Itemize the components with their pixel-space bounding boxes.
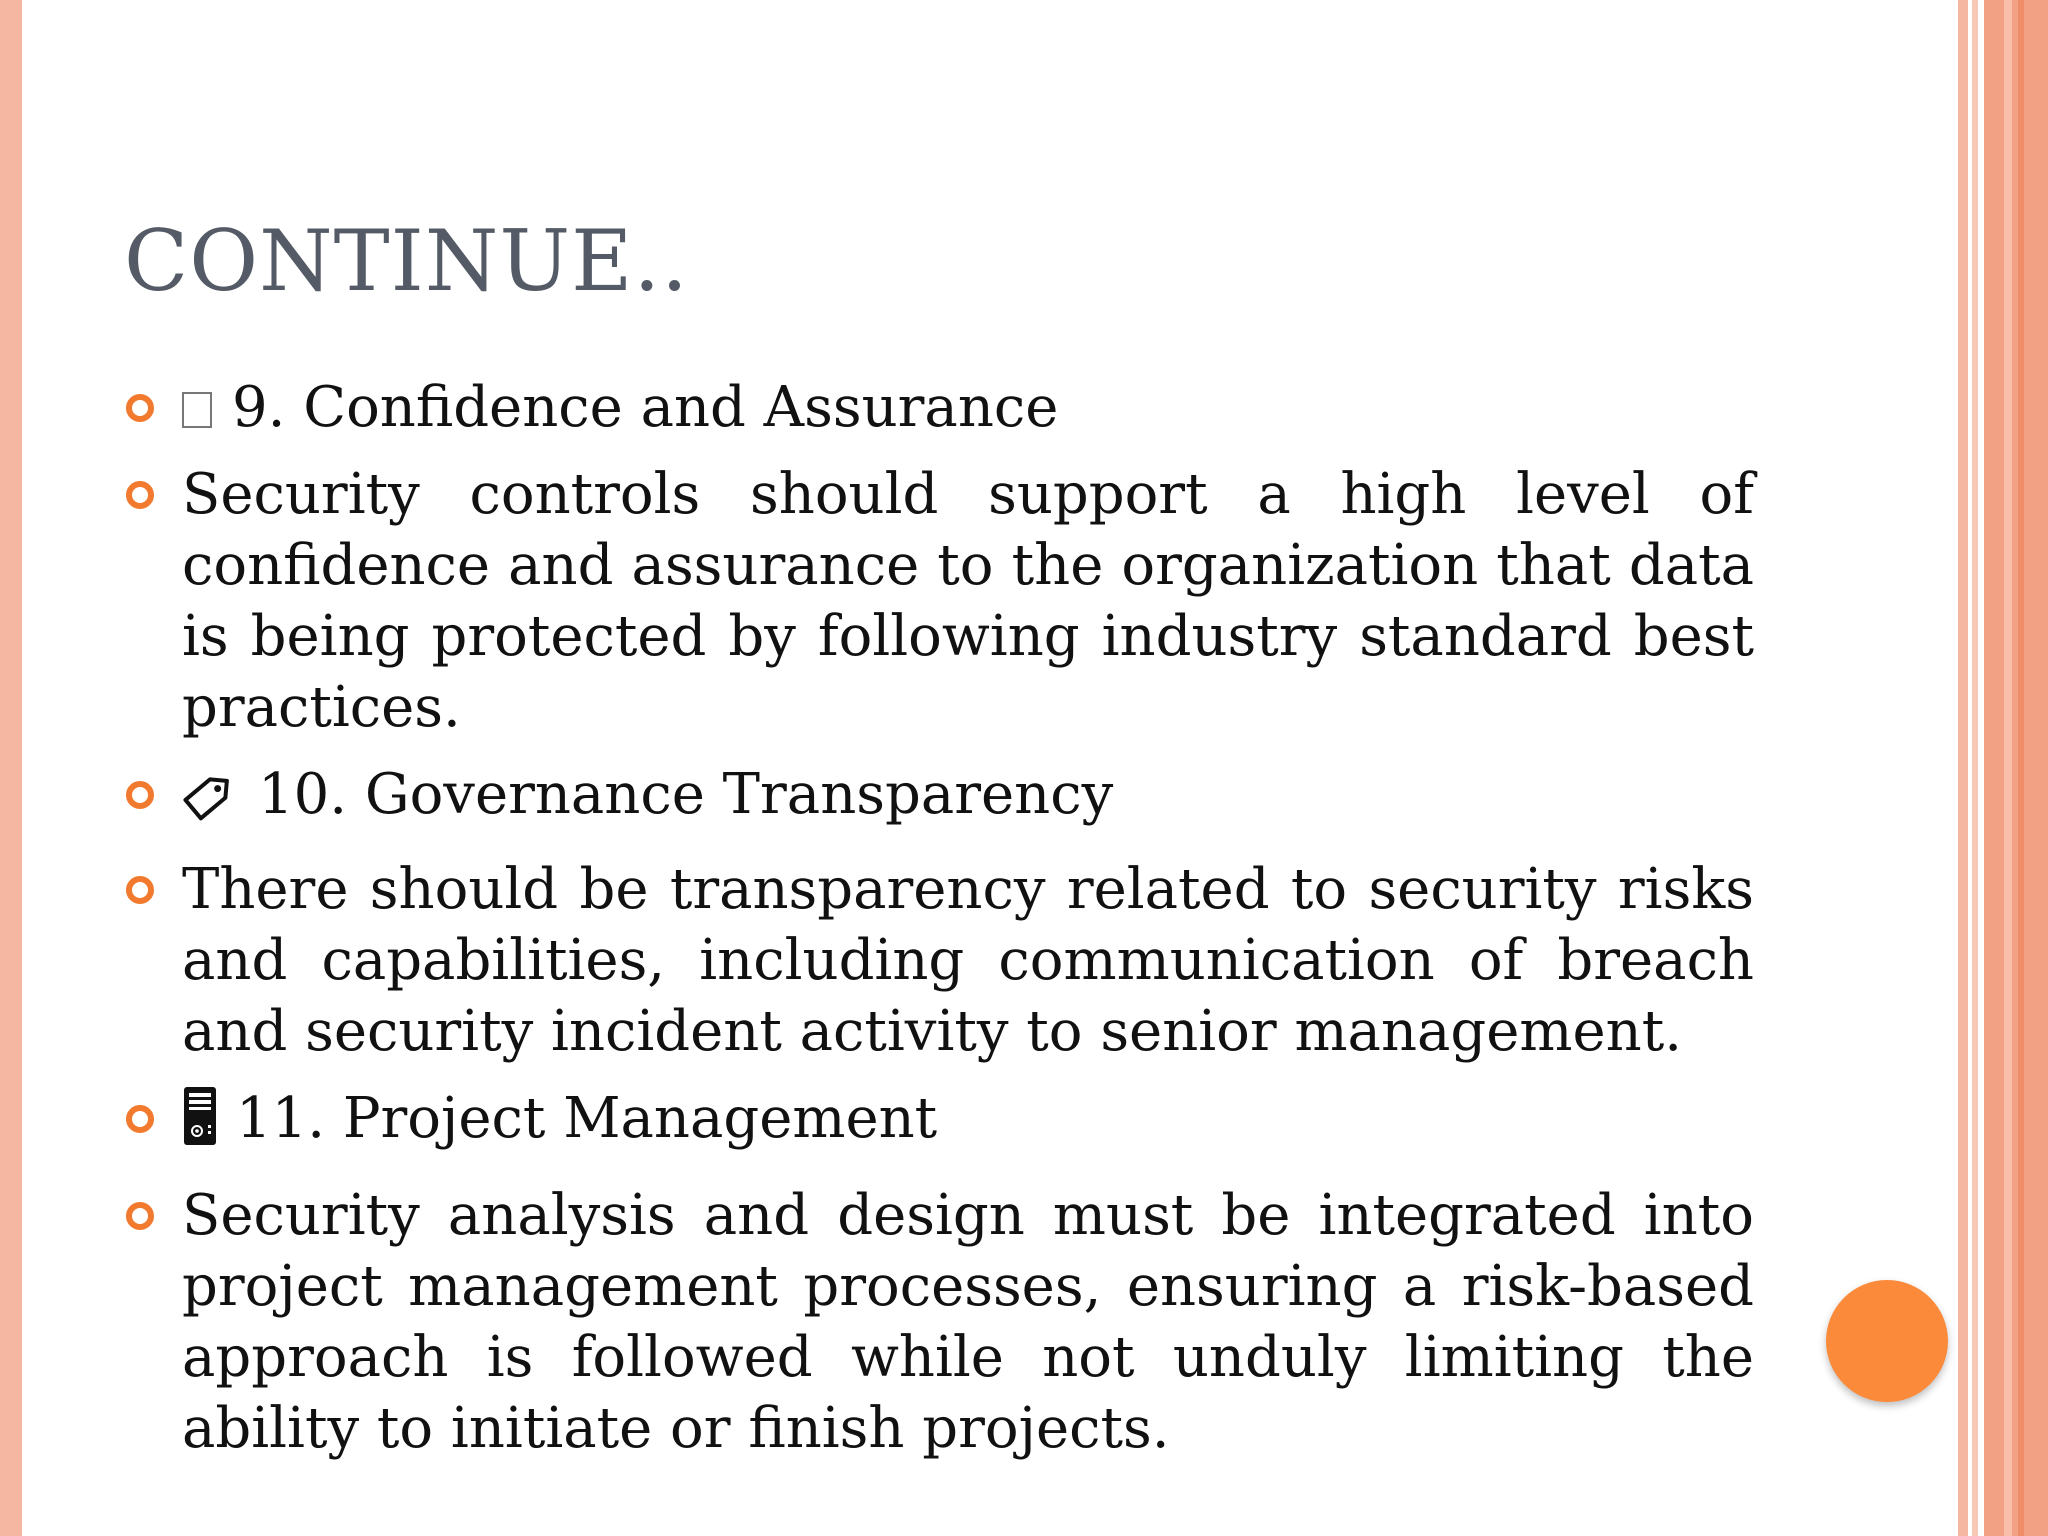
list-item bbox=[124, 459, 1754, 743]
paragraph-confidence: Security controls should support a high level of confidence and assurance to the organization that data is being protected by following industry standard best practices. bbox=[182, 462, 1754, 740]
right-border-decoration bbox=[1972, 0, 1978, 1536]
right-border-decoration bbox=[1984, 0, 2048, 1536]
list-item bbox=[124, 1083, 1754, 1164]
heading-governance: 10. Governance Transparency bbox=[258, 762, 1114, 827]
bullet-icon bbox=[126, 394, 154, 422]
heading-confidence: 9. Confidence and Assurance bbox=[232, 375, 1059, 440]
right-border-decoration bbox=[1958, 0, 1968, 1536]
list-item bbox=[124, 372, 1754, 443]
slide-title: CONTINUE.. bbox=[124, 212, 689, 310]
paragraph-governance: There should be transparency related to security risks and capabilities, including communication of breach and security incident activity to senior management. bbox=[182, 857, 1754, 1064]
bullet-icon bbox=[126, 481, 154, 509]
list-item bbox=[124, 1180, 1754, 1464]
bullet-icon bbox=[126, 1105, 154, 1133]
right-border-decoration bbox=[2018, 0, 2024, 1536]
list-item bbox=[124, 759, 1754, 838]
left-border-decoration bbox=[0, 0, 22, 1536]
bullet-icon bbox=[126, 876, 154, 904]
bullet-icon bbox=[126, 781, 154, 809]
bullet-list bbox=[124, 372, 1754, 1480]
bullet-icon bbox=[126, 1202, 154, 1230]
right-border-decoration bbox=[2004, 0, 2012, 1536]
tag-icon bbox=[182, 767, 238, 838]
computer-tower-icon bbox=[182, 1085, 218, 1164]
paragraph-project-management: Security analysis and design must be integrated into project management processes, ensuring a risk-based approach is followed while not unduly limiting the ability to initiate or finish projects. bbox=[182, 1183, 1754, 1461]
box-icon bbox=[182, 392, 212, 428]
heading-project-management: 11. Project Management bbox=[236, 1086, 938, 1151]
orange-circle-decoration bbox=[1826, 1280, 1948, 1402]
list-item bbox=[124, 854, 1754, 1067]
